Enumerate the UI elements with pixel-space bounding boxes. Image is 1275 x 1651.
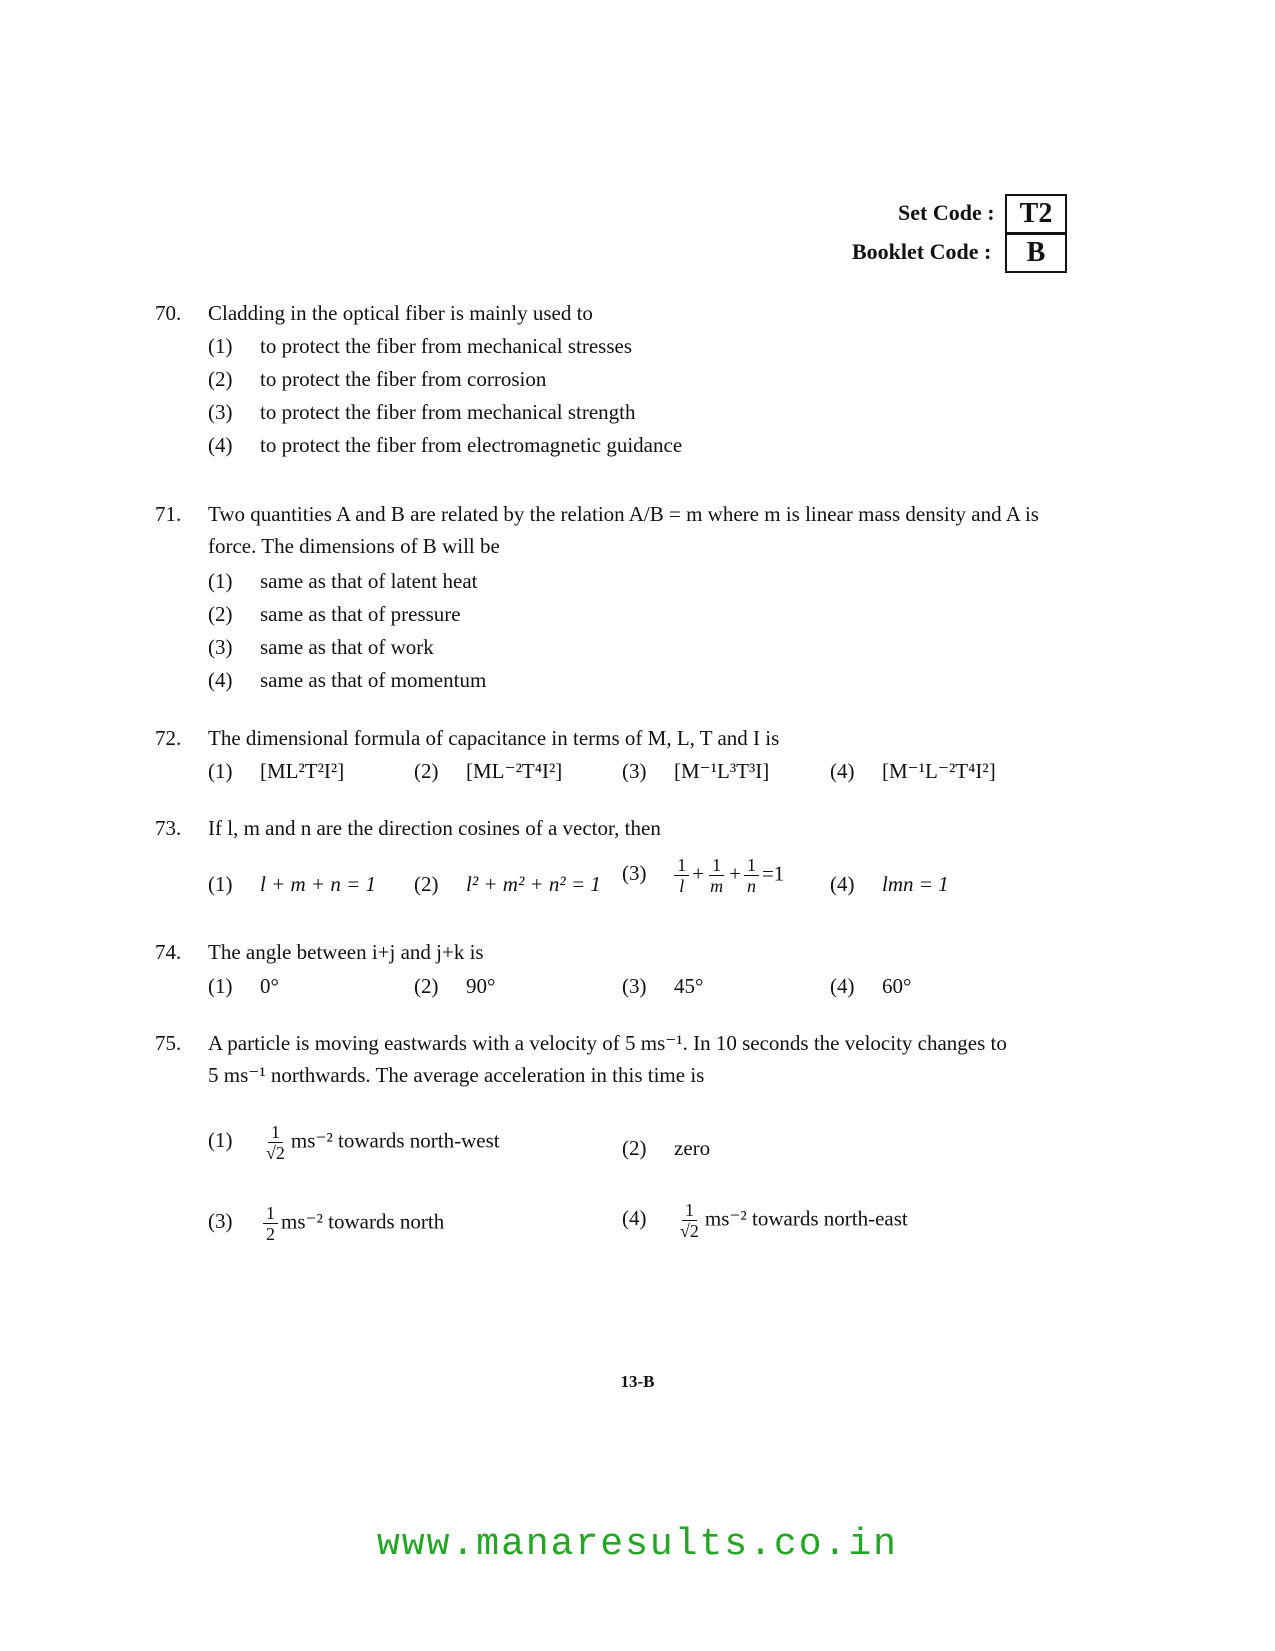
fraction: $\frac{1}{2}$	[263, 1203, 278, 1244]
option: (1) l + m + n = 1	[208, 872, 377, 896]
fraction: $\frac{1}{n}$	[744, 855, 759, 896]
option: (4) $\frac{1}{√2}$ ms⁻² towards north-east	[622, 1200, 908, 1241]
option: (2) 90°	[414, 974, 496, 998]
question-text: If l, m and n are the direction cosines of a vector, then	[208, 816, 661, 840]
option: (3) [M⁻¹L³T³I]	[622, 759, 770, 783]
website-watermark: www.manaresults.co.in	[377, 1523, 898, 1566]
option: (1) same as that of latent heat	[208, 569, 478, 593]
option: (3) $\frac{1}{l}$ + $\frac{1}{m}$ + $\frac{1}{n}$ =1	[622, 855, 785, 896]
question-text: The angle between i+j and j+k is	[208, 940, 484, 964]
question-text-line2: force. The dimensions of B will be	[208, 534, 500, 558]
option: (2) same as that of pressure	[208, 602, 461, 626]
question-number: 70.	[155, 301, 182, 325]
question-text-line2: 5 ms⁻¹ northwards. The average acceleration in this time is	[208, 1063, 705, 1087]
question-text-line1: Two quantities A and B are related by the relation A/B = m where m is linear mass density and A is	[208, 502, 1039, 526]
option: (1) to protect the fiber from mechanical stresses	[208, 334, 633, 358]
question-number: 75.	[155, 1031, 182, 1055]
fraction: $\frac{1}{l}$	[674, 855, 689, 896]
set-code-label: Set Code :	[898, 200, 995, 225]
question-text: The dimensional formula of capacitance in terms of M, L, T and I is	[208, 726, 780, 750]
fraction: $\frac{1}{√2}$	[680, 1200, 699, 1241]
booklet-code-value: B	[1005, 233, 1067, 273]
option: (2) zero	[622, 1136, 711, 1160]
option: (4) same as that of momentum	[208, 668, 487, 692]
option: (2) to protect the fiber from corrosion	[208, 367, 547, 391]
option: (2) l² + m² + n² = 1	[414, 872, 601, 896]
question-text: Cladding in the optical fiber is mainly used to	[208, 301, 593, 325]
question-number: 72.	[155, 726, 182, 750]
page-number: 13-B	[620, 1372, 655, 1391]
booklet-code-label: Booklet Code :	[852, 239, 992, 264]
fraction: $\frac{1}{√2}$	[266, 1122, 285, 1163]
option: (4) 60°	[830, 974, 912, 998]
option: (4) to protect the fiber from electromagnetic guidance	[208, 433, 683, 457]
question-number: 74.	[155, 940, 182, 964]
option: (3) to protect the fiber from mechanical strength	[208, 400, 636, 424]
set-code-value: T2	[1005, 194, 1067, 234]
option: (4) [M⁻¹L⁻²T⁴I²]	[830, 759, 996, 783]
question-number: 71.	[155, 502, 182, 526]
option: (3) $\frac{1}{2}$ ms⁻² towards north	[208, 1203, 445, 1244]
option: (4) lmn = 1	[830, 872, 949, 896]
question-number: 73.	[155, 816, 182, 840]
option: (3) 45°	[622, 974, 704, 998]
option: (2) [ML⁻²T⁴I²]	[414, 759, 563, 783]
question-text-line1: A particle is moving eastwards with a velocity of 5 ms⁻¹. In 10 seconds the velocity changes to	[208, 1031, 1007, 1055]
option: (1) 0°	[208, 974, 279, 998]
option: (1) [ML²T²I²]	[208, 759, 345, 783]
option: (1) $\frac{1}{√2}$ ms⁻² towards north-west	[208, 1122, 500, 1163]
fraction: $\frac{1}{m}$	[710, 855, 724, 896]
option: (3) same as that of work	[208, 635, 434, 659]
